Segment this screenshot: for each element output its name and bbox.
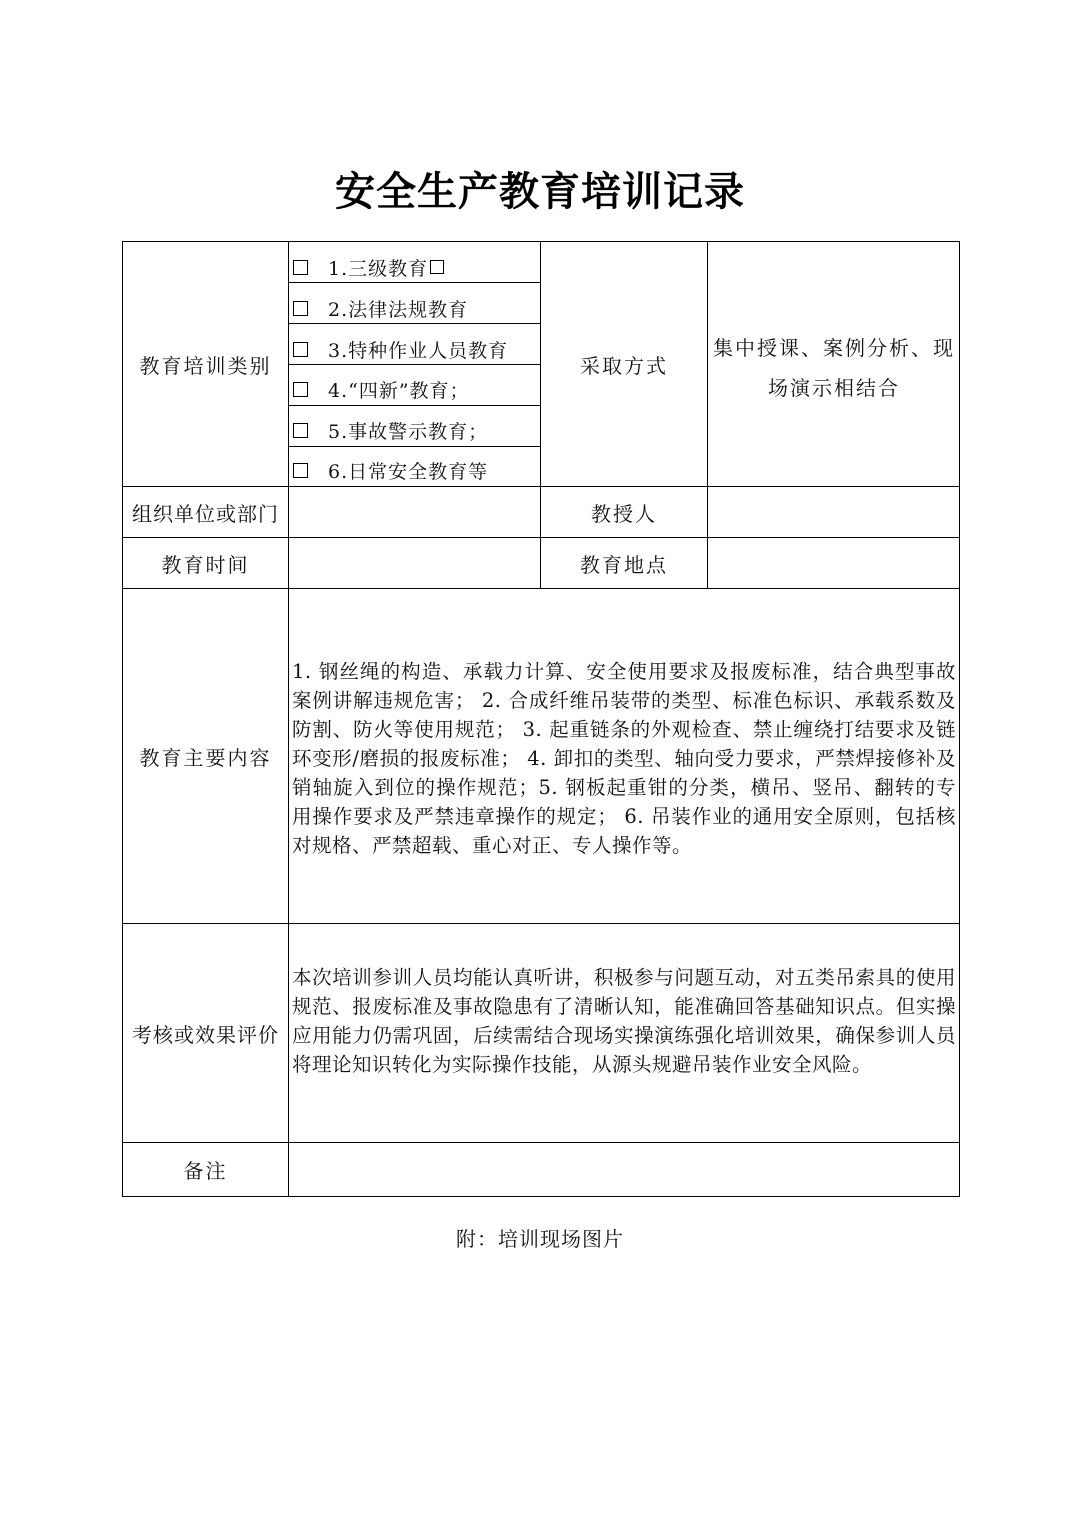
time-label: 教育时间	[161, 552, 250, 577]
evaluation-text: 本次培训参训人员均能认真听讲，积极参与问题互动，对五类吊索具的使用规范、报废标准及事故隐患有了清晰认知，能准确回答基础知识点。但实操应用能力仍需巩固，后续需结合现场实操演练强化培训效果，确保参训人员将理论知识转化为实际操作技能，从源头规避吊装作业安全风险。	[292, 966, 956, 1076]
table-border-bottom	[122, 1196, 960, 1197]
option-label: 6.日常安全教育等	[328, 460, 489, 483]
teacher-label: 教授人	[591, 501, 657, 526]
option-label: 2.法律法规教育	[328, 298, 469, 321]
category-option-4[interactable]	[289, 369, 540, 409]
method-label: 采取方式	[580, 353, 668, 378]
table-border-right	[959, 241, 960, 1197]
checkbox[interactable]	[293, 260, 308, 275]
checkbox[interactable]	[430, 260, 444, 274]
option-label: 3.特种作业人员教育	[328, 339, 509, 362]
category-option-2[interactable]	[289, 288, 540, 328]
teacher-field[interactable]	[708, 487, 959, 537]
option-label: 1.三级教育	[328, 257, 429, 280]
category-option-6[interactable]	[289, 450, 540, 490]
method-value	[709, 328, 959, 408]
attachment-note: 附：培训现场图片	[456, 1227, 624, 1251]
option-label: 5.事故警示教育；	[328, 420, 489, 443]
page-title: 安全生产教育培训记录	[335, 169, 745, 215]
location-label: 教育地点	[580, 552, 668, 577]
evaluation-label: 考核或效果评价	[132, 1022, 279, 1047]
location-field[interactable]	[708, 538, 959, 588]
remarks-field[interactable]	[289, 1143, 959, 1196]
time-field[interactable]	[289, 538, 540, 588]
checkbox[interactable]	[293, 382, 308, 397]
remarks-label: 备注	[183, 1159, 228, 1183]
method-value-line: 集中授课、案例分析、现	[713, 336, 955, 360]
option-label: 4.“四新”教育；	[328, 379, 470, 402]
checkbox[interactable]	[293, 423, 308, 438]
method-value-line: 场演示相结合	[768, 376, 900, 400]
category-label: 教育培训类别	[139, 353, 272, 378]
category-option-5[interactable]	[289, 410, 540, 450]
checkbox[interactable]	[293, 342, 308, 357]
org-field[interactable]	[289, 487, 540, 537]
category-option-1[interactable]	[289, 247, 540, 287]
checkbox[interactable]	[293, 463, 308, 478]
category-option-3[interactable]	[289, 329, 540, 369]
checkbox[interactable]	[293, 301, 308, 316]
org-label: 组织单位或部门	[132, 501, 279, 526]
content-label: 教育主要内容	[139, 745, 272, 770]
content-text: 1. 钢丝绳的构造、承载力计算、安全使用要求及报废标准，结合典型事故案例讲解违规危害； 2. 合成纤维吊装带的类型、标准色标识、承载系数及防割、防火等使用规范； 3. 起重链条的外观检查、禁止缠绕打结要求及链环变形/磨损的报废标准； 4. 卸扣的类型、轴向受力要求，严禁焊接修补及销轴旋入到位的操作规范；5. 钢板起重钳的分类，横吊、竖吊、翻转的专用操作要求及严禁违章操作的规定； 6. 吊装作业的通用安全原则，包括核对规格、严禁超载、重心对正、专人操作等。	[292, 660, 956, 857]
